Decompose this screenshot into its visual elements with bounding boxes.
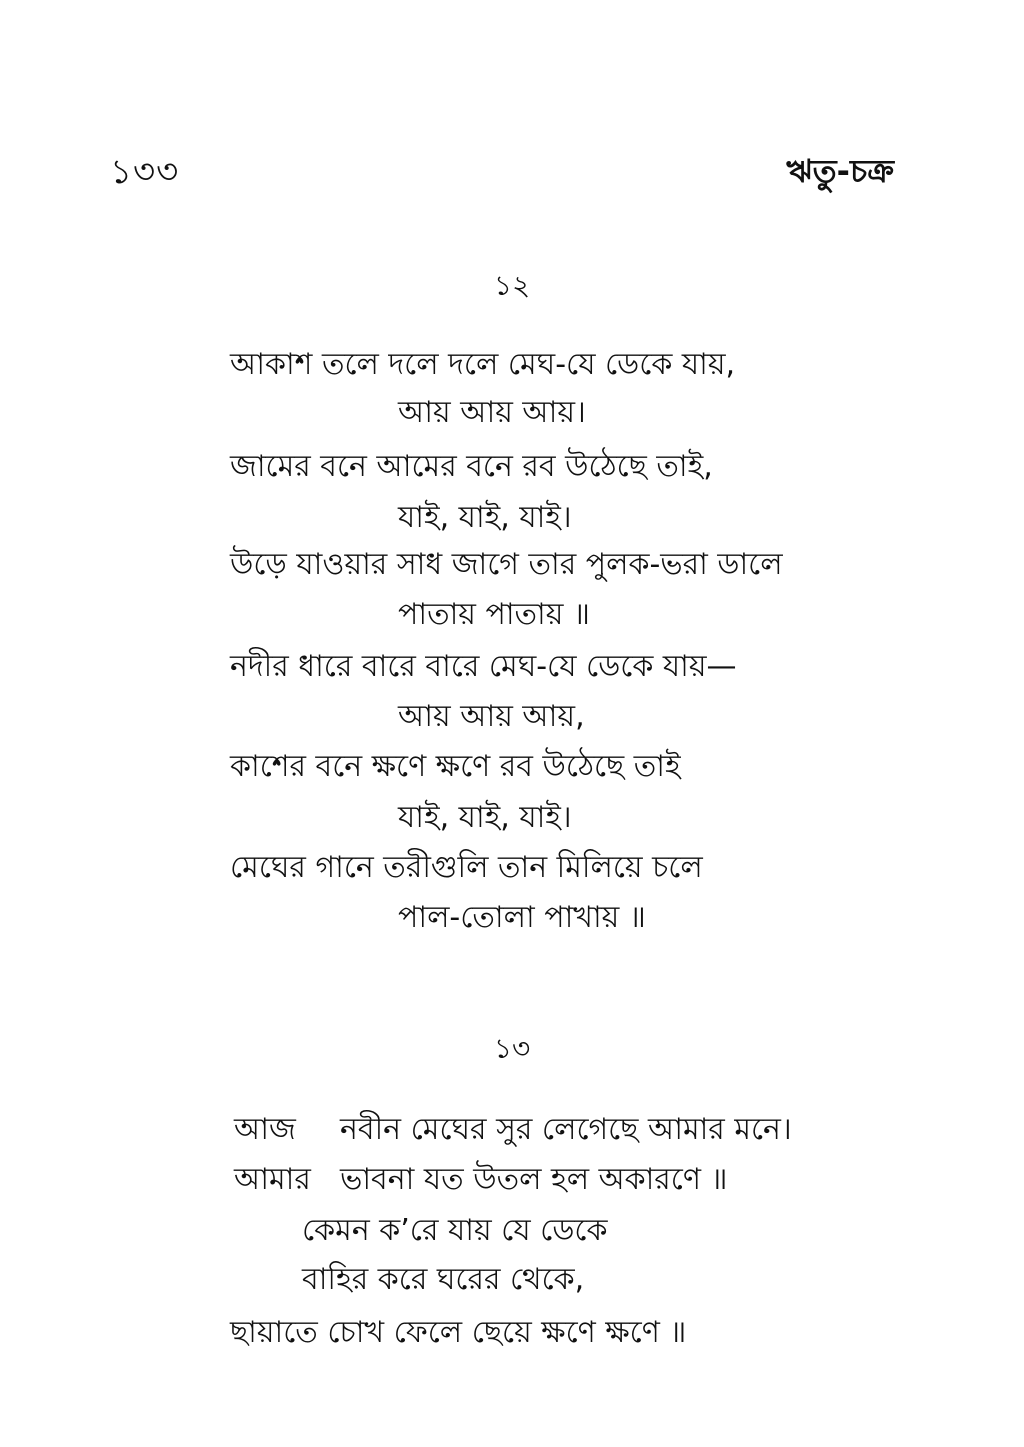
poem-line: মেঘের গানে তরীগুলি তান মিলিয়ে চলে <box>230 850 703 885</box>
poem-refrain: আয় আয় আয়, <box>398 699 585 734</box>
poem-refrain: পাল-তোলা পাখায় ॥ <box>398 900 646 935</box>
line-text: ভাবনা যত উতল হল অকারণে ॥ <box>340 1162 728 1197</box>
poem-line <box>234 1112 792 1147</box>
running-title: ঋতু-চক্র <box>786 152 894 190</box>
poem-line: ছায়াতে চোখ ফেলে ছেয়ে ক্ষণে ক্ষণে ॥ <box>230 1315 687 1350</box>
poem-line: বাহির করে ঘরের থেকে, <box>302 1262 585 1297</box>
poem-line <box>234 1162 728 1197</box>
poem-refrain: যাই, যাই, যাই। <box>398 500 572 535</box>
line-lead-word: আমার <box>234 1162 311 1197</box>
poem-line: কাশের বনে ক্ষণে ক্ষণে রব উঠেছে তাই <box>230 749 681 784</box>
poem-refrain: পাতায় পাতায় ॥ <box>398 597 590 632</box>
poem-refrain: যাই, যাই, যাই। <box>398 800 572 835</box>
poem-refrain: আয় আয় আয়। <box>398 395 586 430</box>
poem-line: আকাশ তলে দলে দলে মেঘ-যে ডেকে যায়, <box>230 347 736 382</box>
poem-line: জামের বনে আমের বনে রব উঠেছে তাই, <box>230 449 713 484</box>
poem-line: কেমন ক’রে যায় যে ডেকে <box>302 1213 608 1248</box>
poem-line: নদীর ধারে বারে বারে মেঘ-যে ডেকে যায়— <box>230 649 737 684</box>
song-number-13: ১৩ <box>493 1032 531 1065</box>
line-text: নবীন মেঘের সুর লেগেছে আমার মনে। <box>340 1112 792 1147</box>
page-number: ১৩৩ <box>110 152 180 192</box>
line-lead-word: আজ <box>234 1112 296 1147</box>
poem-line: উড়ে যাওয়ার সাধ জাগে তার পুলক-ভরা ডালে <box>230 547 783 582</box>
song-number-12: ১২ <box>493 269 531 302</box>
